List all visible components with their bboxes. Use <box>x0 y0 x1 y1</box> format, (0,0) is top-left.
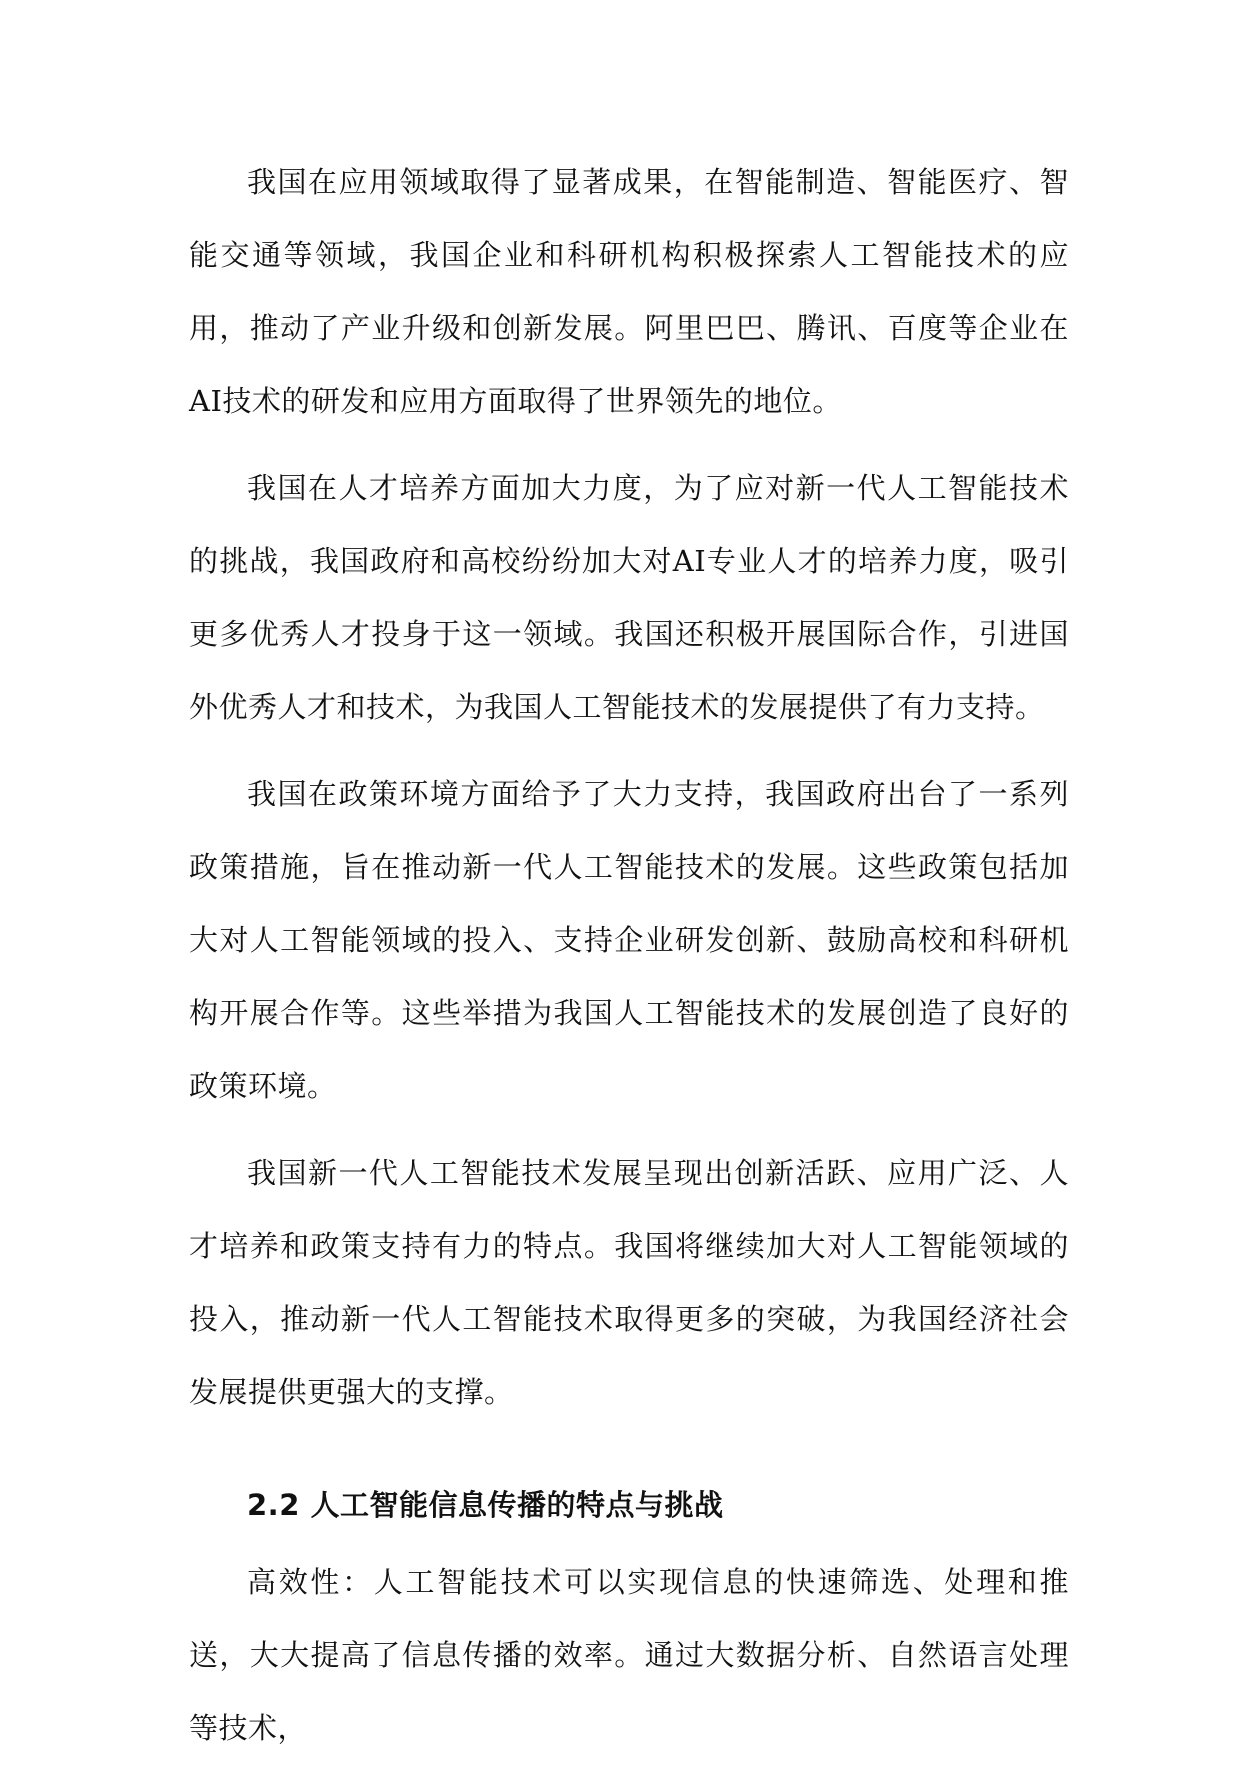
document-body <box>189 146 1069 1779</box>
section-heading: 2.2 人工智能信息传播的特点与挑战 <box>247 1488 724 1522</box>
paragraph-talent-cultivation: 我国在人才培养方面加大力度，为了应对新一代人工智能技术的挑战，我国政府和高校纷纷加大对AI专业人才的培养力度，吸引更多优秀人才投身于这一领域。我国还积极开展国际合作，引进国外优秀人才和技术，为我国人工智能技术的发展提供了有力支持。 <box>189 471 1069 724</box>
paragraph-summary: 我国新一代人工智能技术发展呈现出创新活跃、应用广泛、人才培养和政策支持有力的特点。我国将继续加大对人工智能领域的投入，推动新一代人工智能技术取得更多的突破，为我国经济社会发展提供更强大的支撑。 <box>189 1156 1069 1409</box>
paragraph-policy-environment: 我国在政策环境方面给予了大力支持，我国政府出台了一系列政策措施，旨在推动新一代人工智能技术的发展。这些政策包括加大对人工智能领域的投入、支持企业研发创新、鼓励高校和科研机构开展合作等。这些举措为我国人工智能技术的发展创造了良好的政策环境。 <box>189 777 1069 1103</box>
paragraph-efficiency: 高效性：人工智能技术可以实现信息的快速筛选、处理和推送，大大提高了信息传播的效率。通过大数据分析、自然语言处理等技术， <box>189 1565 1069 1745</box>
paragraph-application-achievements: 我国在应用领域取得了显著成果，在智能制造、智能医疗、智能交通等领域，我国企业和科研机构积极探索人工智能技术的应用，推动了产业升级和创新发展。阿里巴巴、腾讯、百度等企业在AI技术的研发和应用方面取得了世界领先的地位。 <box>189 165 1069 418</box>
